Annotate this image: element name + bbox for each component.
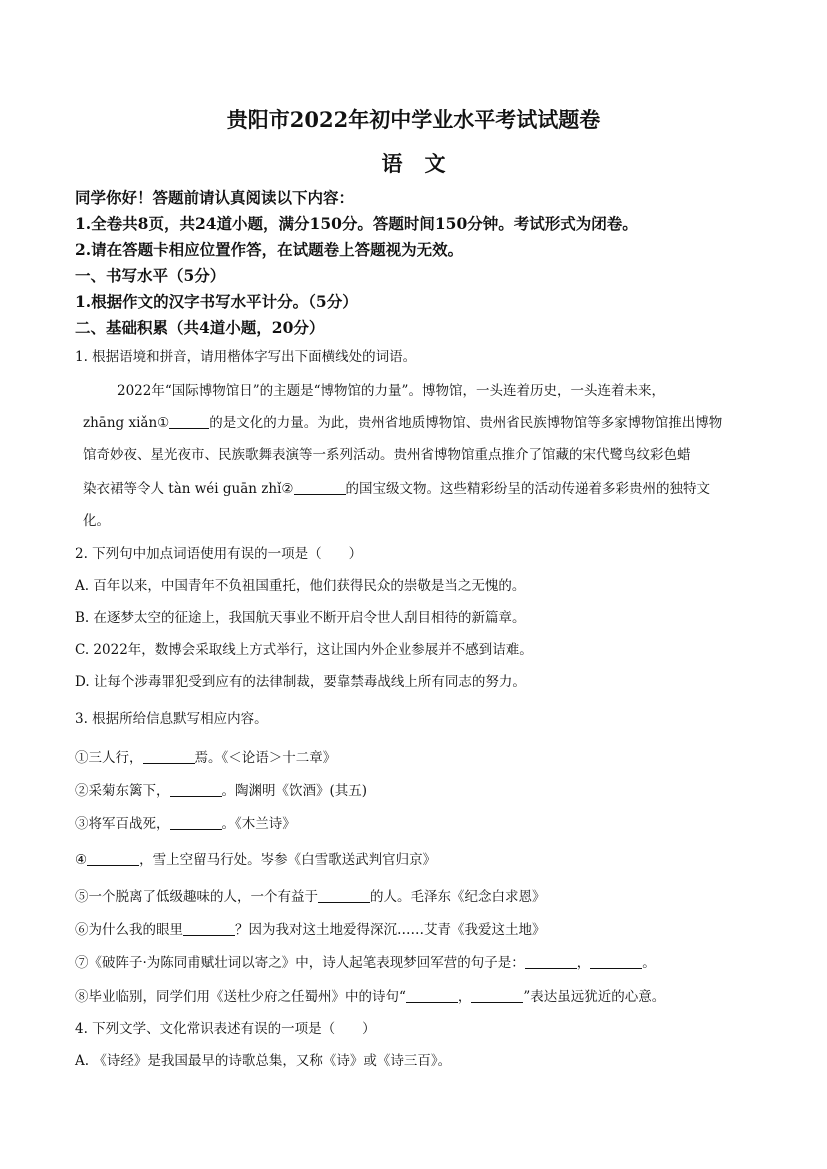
q3-item-2 [75,779,367,799]
q1-passage-line-2 [83,411,722,431]
passage-text: 的国宝级文物。这些精彩纷呈的活动传递着多彩贵州的独特文 [345,481,711,497]
answer-blank[interactable] [170,815,222,830]
answer-blank[interactable] [87,851,139,866]
q3-item-3 [75,812,296,832]
answer-blank-2[interactable] [294,480,346,495]
q3-item-1 [75,746,336,766]
q1-stem: 1. 根据语境和拼音，请用楷体字写出下面横线处的词语。 [75,349,417,365]
subject-title: 语文 [381,151,468,176]
q2-option-d: D. 让每个涉毒罪犯受到应有的法律制裁，要靠禁毒战线上所有同志的努力。 [75,674,526,690]
pinyin-1: zhāng xiǎn① [83,415,170,431]
item-text: 。《木兰诗》 [221,816,296,832]
answer-blank[interactable] [170,782,222,797]
item-text: ④ [75,852,88,868]
notice-rule-1: 1.全卷共8页，共24道小题，满分150分。答题时间150分钟。考试形式为闭卷。 [75,214,638,233]
q1-passage-line-4 [83,477,710,497]
q3-item-8 [75,985,665,1005]
answer-blank[interactable] [525,954,577,969]
item-text: ”表达虽远犹近的心意。 [523,989,666,1005]
item-text: ， [576,955,591,971]
item-text: ⑥为什么我的眼里 [75,922,183,938]
q1-passage-line-1: 2022年“国际博物馆日”的主题是“博物馆的力量”。博物馆，一头连着历史，一头连着未来， [117,383,665,399]
answer-blank[interactable] [471,988,523,1003]
item-text: ③将军百战死， [75,816,170,832]
section-1-heading: 一、书写水平（5分） [75,266,226,285]
section-1-question: 1.根据作文的汉字书写水平计分。（5分） [75,292,358,311]
q3-item-5 [75,885,546,905]
answer-blank[interactable] [318,888,370,903]
answer-blank[interactable] [183,921,235,936]
item-text: 。 [642,955,656,971]
pinyin-2: 染衣裙等令人 tàn wéi guān zhǐ② [83,481,294,497]
q4-option-a: A. 《诗经》是我国最早的诗歌总集，又称《诗》或《诗三百》。 [75,1053,452,1069]
q2-option-c: C. 2022年，数博会采取线上方式举行，这让国内外企业参展并不感到诘难。 [75,642,533,658]
q3-item-4 [75,848,436,868]
item-text: ⑤一个脱离了低级趣味的人，一个有益于 [75,889,318,905]
answer-blank[interactable] [406,988,458,1003]
exam-title: 贵阳市2022年初中学业水平考试试题卷 [226,107,601,132]
q4-stem: 4. 下列文学、文化常识表述有误的一项是（ ） [75,1021,376,1037]
item-text: 的人。毛泽东《纪念白求恩》 [370,889,546,905]
notice-greeting: 同学你好！答题前请认真阅读以下内容： [75,188,355,207]
q1-passage-line-5: 化。 [83,513,110,529]
notice-rule-2: 2.请在答题卡相应位置作答，在试题卷上答题视为无效。 [75,240,464,259]
item-text: 。陶渊明《饮酒》(其五) [221,783,368,799]
item-text: ②采菊东篱下， [75,783,170,799]
item-text: ？因为我对这土地爱得深沉……艾青《我爱这土地》 [235,922,546,938]
q3-item-6 [75,918,546,938]
q2-option-a: A. 百年以来，中国青年不负祖国重托，他们获得民众的崇敬是当之无愧的。 [75,578,526,594]
q1-passage-line-3: 馆奇妙夜、星光夜市、民族歌舞表演等一系列活动。贵州省博物馆重点推介了馆藏的宋代鹭鸟纹彩色蜡 [83,447,691,463]
passage-text: 的是文化的力量。为此，贵州省地质博物馆、贵州省民族博物馆等多家博物馆推出博物 [209,415,723,431]
answer-blank[interactable] [590,954,642,969]
answer-blank-1[interactable] [169,414,209,429]
item-text: ， [457,989,472,1005]
item-text: ⑦《破阵子·为陈同甫赋壮词以寄之》中，诗人起笔表现梦回军营的句子是： [75,955,525,971]
answer-blank[interactable] [143,749,195,764]
item-text: ①三人行， [75,750,143,766]
q2-stem: 2. 下列句中加点词语使用有误的一项是（ ） [75,546,363,562]
q3-stem: 3. 根据所给信息默写相应内容。 [75,711,268,727]
item-text: 焉。《＜论语＞十二章》 [194,750,337,766]
item-text: ，雪上空留马行处。岑参《白雪歌送武判官归京》 [139,852,437,868]
section-2-heading: 二、基础积累（共4道小题，20分） [75,318,325,337]
q2-option-b: B. 在逐梦太空的征途上，我国航天事业不断开启令世人刮目相待的新篇章。 [75,610,526,626]
item-text: ⑧毕业临别，同学们用《送杜少府之任蜀州》中的诗句“ [75,989,406,1005]
q3-item-7 [75,951,656,971]
